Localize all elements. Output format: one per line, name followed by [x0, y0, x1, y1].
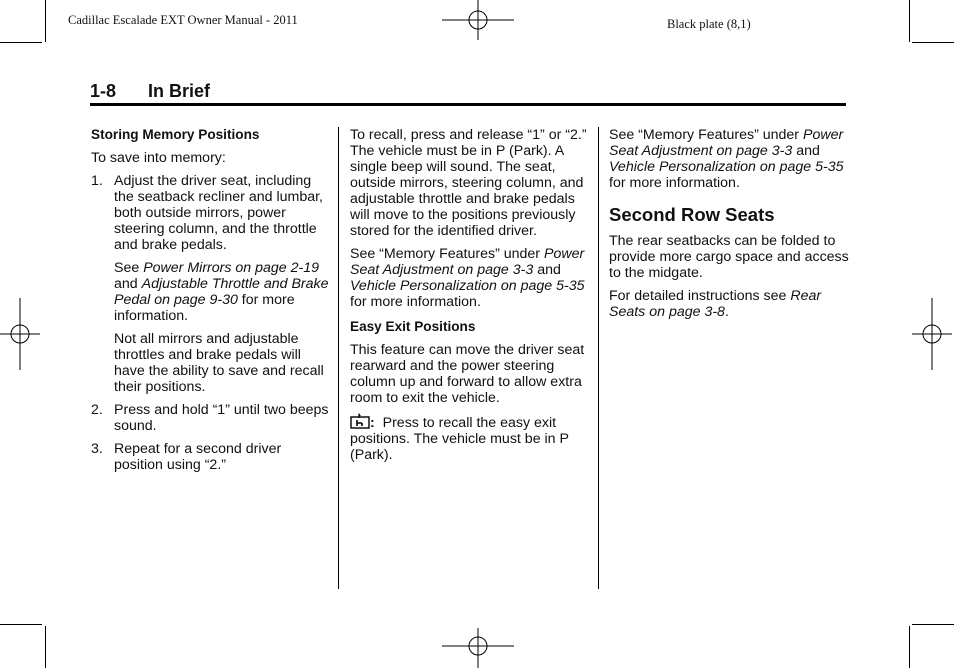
list-text: Press and hold “1” until two beeps sound. — [114, 402, 329, 434]
note-text: Not all mirrors and adjustable throttles and brake pedals will have the ability to save and recall their positions. — [114, 331, 324, 395]
cross-reference — [609, 288, 849, 320]
ref-link[interactable]: Power Seat Adjustment on page 3-3 — [609, 127, 844, 159]
crop-mark — [912, 624, 954, 625]
ref-text: for more information. — [350, 294, 481, 310]
ref-link[interactable]: Rear Seats on page 3-8 — [609, 288, 822, 320]
intro-text: To save into memory: — [91, 150, 226, 166]
ref-text: for more information. — [609, 175, 740, 191]
list-item — [91, 402, 331, 434]
section-heading: Easy Exit Positions — [350, 319, 476, 334]
ref-text: See “Memory Features” under — [609, 127, 803, 143]
ref-text: for more information. — [114, 292, 295, 324]
page-number: 1-8 — [90, 81, 117, 101]
ref-text: . — [724, 304, 729, 320]
crop-mark — [0, 624, 42, 625]
ref-text: For detailed instructions see — [609, 288, 791, 304]
exit-description: This feature can move the driver seat rearward and the power steering column up and forward to allow extra room to exit the vehicle. — [350, 342, 585, 406]
chapter-title: In Brief — [148, 81, 211, 101]
button-description — [350, 413, 588, 463]
section-heading: Storing Memory Positions — [91, 127, 260, 142]
ref-link[interactable]: Power Seat Adjustment on page 3-3 — [350, 246, 585, 278]
ref-link[interactable]: Vehicle Personalization on page 5-35 — [350, 278, 585, 294]
column-divider — [598, 127, 599, 589]
registration-mark-bottom — [442, 628, 514, 668]
list-text: Repeat for a second driver position using “2.” — [114, 441, 282, 473]
column-divider — [338, 127, 339, 589]
ref-text: See — [114, 260, 144, 276]
list-item — [91, 173, 331, 253]
crop-mark — [0, 42, 42, 43]
registration-mark-right — [912, 298, 952, 370]
column-1 — [91, 127, 331, 480]
cross-reference — [350, 246, 588, 310]
crop-mark — [45, 626, 46, 668]
plate-label: Black plate (8,1) — [667, 17, 751, 31]
registration-mark-left — [0, 298, 40, 370]
button-text: Press to recall the easy exit positions. The vehicle must be in P (Park). — [350, 415, 573, 463]
cross-reference — [609, 127, 849, 191]
page-heading — [90, 81, 846, 106]
list-number: 2. — [91, 402, 103, 418]
manual-title: Cadillac Escalade EXT Owner Manual - 2011 — [68, 13, 298, 27]
seats-description: The rear seatbacks can be folded to provide more cargo space and access to the midgate. — [609, 233, 849, 281]
ref-link[interactable]: Adjustable Throttle and Brake Pedal on page 9-30 — [114, 276, 329, 308]
ref-link[interactable]: Power Mirrors on page 2-19 — [143, 260, 320, 276]
crop-mark — [909, 626, 910, 668]
registration-mark-top — [442, 0, 514, 40]
column-3 — [609, 127, 849, 327]
crop-mark — [909, 0, 910, 42]
ref-text: and — [114, 276, 142, 292]
ref-link[interactable]: Vehicle Personalization on page 5-35 — [609, 159, 844, 175]
cross-reference — [91, 260, 331, 324]
list-number: 1. — [91, 173, 103, 189]
ref-text: and — [533, 262, 561, 278]
column-2 — [350, 127, 588, 470]
easy-exit-seat-icon — [350, 413, 370, 429]
button-colon: : — [370, 415, 375, 431]
ref-text: See “Memory Features” under — [350, 246, 544, 262]
crop-mark — [912, 42, 954, 43]
crop-mark — [45, 0, 46, 42]
list-number: 3. — [91, 441, 103, 457]
ref-text: and — [792, 143, 820, 159]
list-item — [91, 441, 331, 473]
recall-text: To recall, press and release “1” or “2.” The vehicle must be in P (Park). A single beep will sound. The seat, outside mirrors, steering column, and adjustable throttle and brake pedals will move to the positions previously stored for the identified driver. — [350, 127, 587, 239]
list-text: Adjust the driver seat, including the seatback recliner and lumbar, both outside mirrors, power steering column, and the throttle and brake pedals. — [114, 173, 323, 253]
section-title: Second Row Seats — [609, 204, 775, 225]
